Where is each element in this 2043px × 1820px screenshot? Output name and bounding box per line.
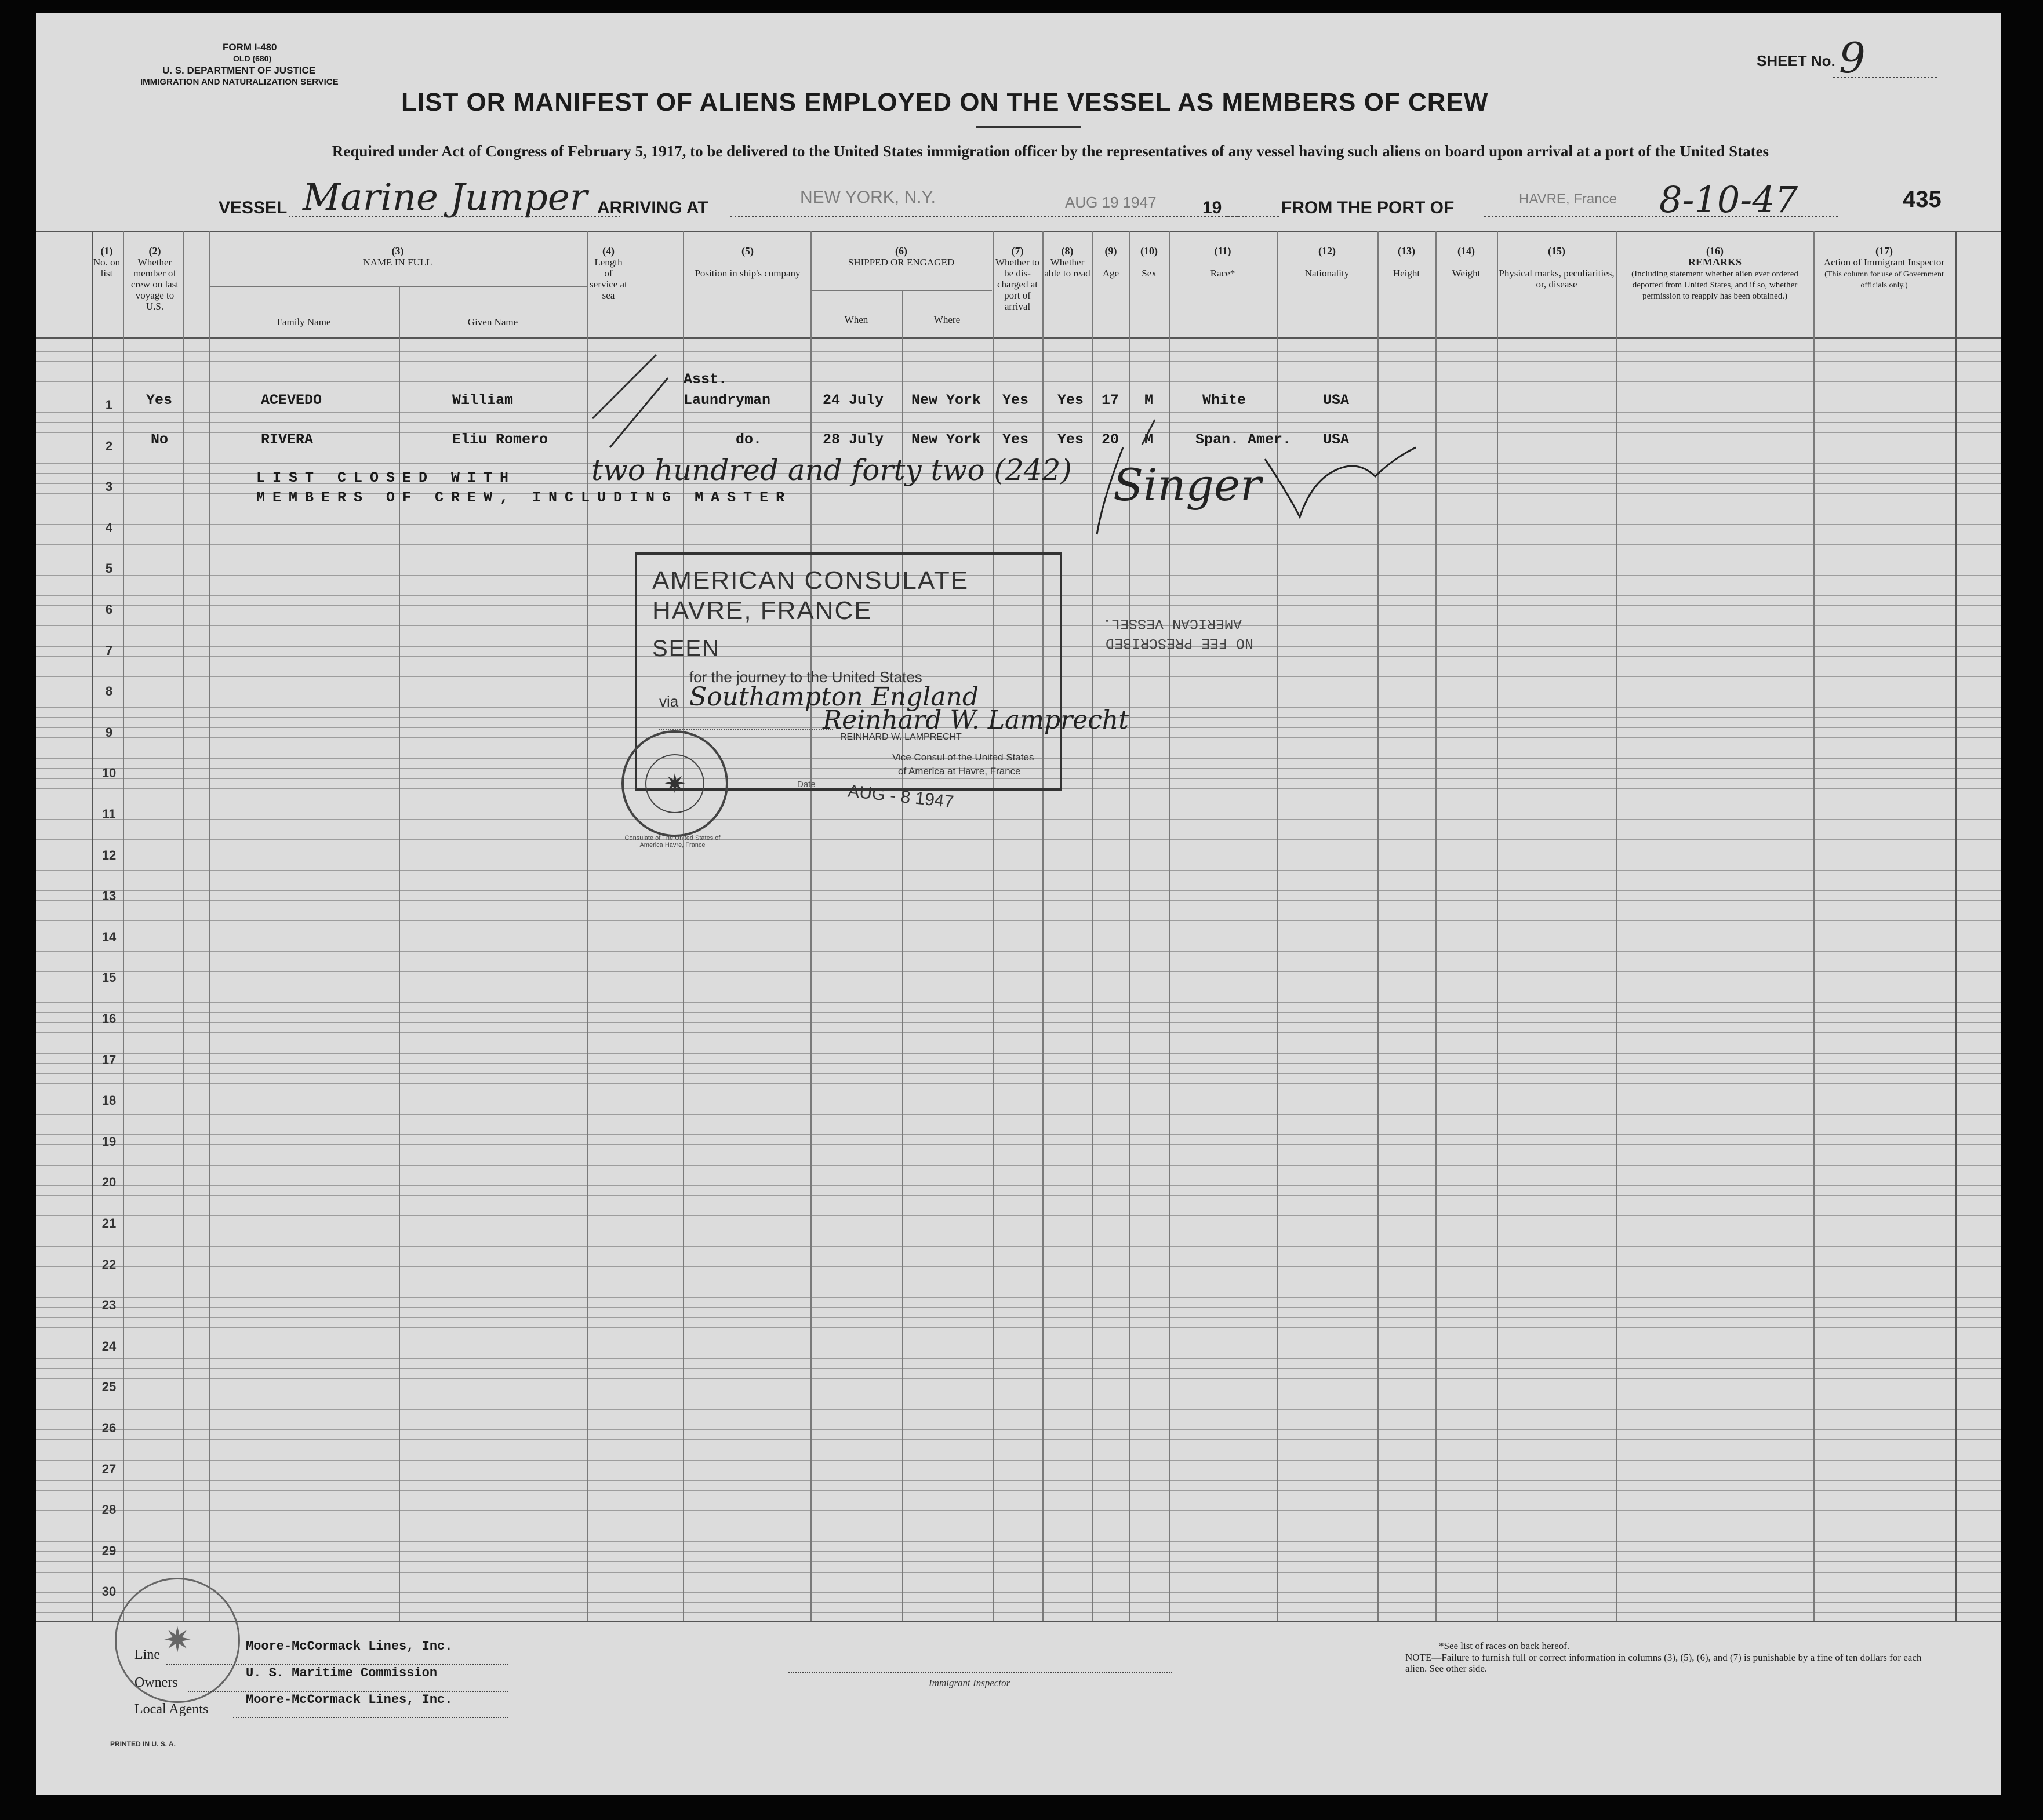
- row-number: 22: [101, 1257, 117, 1272]
- year-line: [1227, 216, 1279, 217]
- col-9-header: (9) Age: [1102, 245, 1119, 279]
- ruled-line: [36, 1317, 2001, 1318]
- ruled-line: [36, 1541, 2001, 1542]
- entry-1-position-2: Laundryman: [684, 392, 771, 409]
- ruled-line: [36, 890, 2001, 891]
- ruled-line: [36, 1561, 2001, 1562]
- entry-1-read: Yes: [1057, 392, 1084, 409]
- entry-1-where: New York: [911, 392, 981, 409]
- row-number: 17: [101, 1052, 117, 1067]
- ruled-line: [36, 1490, 2001, 1491]
- col-11-header: (11) Race*: [1210, 245, 1235, 279]
- signature-flourish: [1068, 436, 1427, 540]
- entry-1-discharged: Yes: [1002, 392, 1029, 409]
- arriving-label: ARRIVING AT: [597, 198, 708, 217]
- row-number: 3: [105, 479, 113, 494]
- from-port-stamp: HAVRE, France: [1519, 191, 1617, 207]
- ruled-line: [36, 1266, 2001, 1267]
- footer-agents-label: Local Agents: [134, 1702, 209, 1717]
- closing-handwritten-count: two hundred and forty two (242): [591, 453, 1072, 487]
- ruled-line: [36, 1297, 2001, 1298]
- ruled-line: [36, 951, 2001, 952]
- column-rule: [1042, 231, 1044, 1621]
- vessel-label: VESSEL: [219, 198, 288, 217]
- ruled-line: [36, 361, 2001, 362]
- entry-2-family-name: RIVERA: [261, 431, 314, 448]
- consulate-stamp-via-label: via: [659, 693, 679, 710]
- consulate-stamp-via-value: Southampton England: [689, 682, 979, 712]
- service-name: IMMIGRATION AND NATURALIZATION SERVICE: [140, 77, 339, 87]
- col-3-given-name: Given Name: [467, 316, 518, 327]
- ruled-line: [36, 1134, 2001, 1135]
- row-number: 11: [102, 807, 116, 821]
- inspector-line: [788, 1672, 1172, 1673]
- entry-2-position: do.: [736, 431, 762, 448]
- title-underline: [976, 126, 1081, 128]
- races-note: *See list of races on back hereof.: [1439, 1640, 1570, 1651]
- ruled-line: [36, 1551, 2001, 1552]
- entry-2-previous-voyage: No: [151, 431, 169, 448]
- entry-2-where: New York: [911, 431, 981, 448]
- column-rule: [1813, 231, 1815, 1621]
- col-6-where: Where: [933, 314, 961, 325]
- from-port-line: [1484, 216, 1838, 217]
- row-number: 27: [101, 1461, 117, 1476]
- form-subtitle: Required under Act of Congress of February 5, 1917, to be delivered to the United States immigration officer by the representatives of any vessel having such aliens on board upon arrival at a port of the United States: [332, 143, 1769, 160]
- from-date-handwritten: 8-10-47: [1659, 179, 1798, 221]
- ruled-line: [36, 412, 2001, 413]
- row-number: 7: [105, 643, 113, 658]
- entry-1-when: 24 July: [823, 392, 884, 409]
- row-number: 19: [101, 1134, 117, 1149]
- ruled-line: [36, 839, 2001, 840]
- row-number: 12: [101, 847, 117, 862]
- stamp-date-label: Date: [797, 780, 816, 789]
- row-number: 6: [105, 602, 113, 617]
- ruled-line: [36, 1063, 2001, 1064]
- column-rule: [1616, 231, 1617, 1621]
- ruled-line: [36, 1012, 2001, 1013]
- footer-line-label: Line: [134, 1647, 160, 1662]
- footer-seal-emblem-icon: ✷: [162, 1621, 192, 1659]
- closing-typed-line-2: MEMBERS OF CREW, INCLUDING MASTER: [256, 489, 793, 506]
- col-13-header: (13) Height: [1393, 245, 1420, 279]
- ruled-line: [36, 524, 2001, 525]
- ruled-line: [36, 1165, 2001, 1166]
- sheet-number-line: [1833, 77, 1937, 78]
- column-rule: [810, 231, 812, 1621]
- fee-stamp-line-2: AMERICAN VESSEL.: [1103, 615, 1242, 632]
- row-number: 18: [101, 1093, 117, 1108]
- name-subheader-rule: [209, 286, 587, 287]
- inspector-label: Immigrant Inspector: [929, 1677, 1010, 1688]
- col-14-header: (14) Weight: [1452, 245, 1481, 279]
- fee-stamp-line-1: NO FEE PRESCRIBED: [1106, 635, 1254, 651]
- entry-1-position-1: Asst.: [684, 371, 728, 388]
- ruled-line: [36, 1053, 2001, 1054]
- row-number: 21: [101, 1216, 117, 1231]
- ruled-line: [36, 1246, 2001, 1247]
- consulate-seal: [621, 730, 728, 837]
- entry-2-discharged: Yes: [1002, 431, 1029, 448]
- ruled-line: [36, 1073, 2001, 1074]
- ruled-line: [36, 1215, 2001, 1216]
- sheet-number: 9: [1839, 34, 1866, 82]
- ruled-line: [36, 422, 2001, 423]
- col-3-header: (3) NAME IN FULL: [363, 245, 432, 268]
- column-rule: [209, 231, 210, 1621]
- entry-2-nationality: USA: [1323, 431, 1350, 448]
- ruled-line: [36, 1429, 2001, 1430]
- ruled-line: [36, 544, 2001, 545]
- arriving-port-stamp: NEW YORK, N.Y.: [800, 188, 936, 207]
- entry-1-given-name: William: [452, 392, 514, 409]
- service-length-marks: [575, 343, 685, 453]
- footer-line-rule: [166, 1664, 508, 1665]
- row-number: 10: [101, 766, 117, 781]
- entry-1-family-name: ACEVEDO: [261, 392, 322, 409]
- row-number: 28: [101, 1502, 117, 1517]
- ruled-line: [36, 1114, 2001, 1115]
- consulate-stamp-dotline: [659, 729, 833, 730]
- form-number: FORM I-480: [223, 42, 277, 53]
- ruled-line: [36, 351, 2001, 352]
- shipped-subheader-rule: [810, 290, 992, 291]
- row-number: 1: [105, 398, 113, 412]
- consul-name: REINHARD W. LAMPRECHT: [840, 732, 962, 742]
- consulate-stamp-line-2: HAVRE, FRANCE: [652, 596, 873, 625]
- arrival-date-stamp: AUG 19 1947: [1065, 194, 1157, 211]
- header-bottom-rule: [36, 337, 2001, 339]
- ruled-line: [36, 1480, 2001, 1481]
- row-number: 20: [101, 1175, 117, 1190]
- row-number: 2: [105, 438, 113, 453]
- col-7-header: (7) Whether to be dis-charged at port of arrival: [995, 245, 1039, 312]
- consul-title-1: Vice Consul of the United States: [892, 752, 1034, 763]
- ruled-line: [36, 971, 2001, 972]
- col-15-header: (15) Physical marks, peculiarities, or, disease: [1499, 245, 1615, 290]
- entry-1-age: 17: [1102, 392, 1119, 409]
- vessel-name: Marine Jumper: [303, 176, 588, 219]
- col-6-header: (6) SHIPPED OR ENGAGED: [848, 245, 955, 268]
- column-rule: [1955, 231, 1957, 1621]
- col-2-header: (2) Whether member of crew on last voyage to U.S.: [130, 245, 179, 312]
- column-rule: [399, 286, 400, 1621]
- consulate-stamp-line-1: AMERICAN CONSULATE: [652, 566, 969, 595]
- col-3-family-name: Family Name: [277, 316, 331, 327]
- footer-note-label: NOTE: [1405, 1652, 1432, 1663]
- ruled-line: [36, 1307, 2001, 1308]
- ruled-line: [36, 1327, 2001, 1328]
- consulate-seal-text: Consulate of The United States of America Havre, France: [624, 835, 721, 849]
- ruled-line: [36, 1602, 2001, 1603]
- ruled-line: [36, 1358, 2001, 1359]
- col-5-header: (5) Position in ship's company: [695, 245, 801, 279]
- row-number: 23: [101, 1298, 117, 1313]
- col-10-header: (10) Sex: [1140, 245, 1158, 279]
- row-number: 24: [101, 1338, 117, 1353]
- row-number: 15: [101, 970, 117, 985]
- column-rule: [1435, 231, 1437, 1621]
- row-number: 14: [101, 929, 117, 944]
- row-number: 9: [105, 725, 113, 740]
- entry-2-race: Span. Amer.: [1195, 431, 1292, 448]
- footer-owners-value: U. S. Maritime Commission: [246, 1666, 438, 1680]
- col-4-header: (4) Length of service at sea: [590, 245, 627, 301]
- ruled-line: [36, 819, 2001, 820]
- col-8-header: (8) Whether able to read: [1044, 245, 1090, 279]
- footer-agents-rule: [233, 1717, 508, 1718]
- department-name: U. S. DEPARTMENT OF JUSTICE: [162, 65, 316, 76]
- table-bottom-rule: [36, 1621, 2001, 1622]
- row-number: 30: [101, 1584, 117, 1599]
- ruled-line: [36, 1439, 2001, 1440]
- entry-1-previous-voyage: Yes: [146, 392, 173, 409]
- consul-title-2: of America at Havre, France: [898, 766, 1021, 777]
- row-number: 13: [101, 889, 117, 904]
- entry-2-age: 20: [1102, 431, 1119, 448]
- ruled-line: [36, 1022, 2001, 1023]
- ruled-line: [36, 1409, 2001, 1410]
- entry-1-nationality: USA: [1323, 392, 1350, 409]
- column-rule: [1497, 231, 1498, 1621]
- col-6-when: When: [844, 314, 868, 325]
- entry-2-read: Yes: [1057, 431, 1084, 448]
- ruled-line: [36, 381, 2001, 382]
- footer-note-text: —Failure to furnish full or correct information in columns (3), (5), (6), and (7) is punishable by a fine of ten dollars for each alien. See other side.: [1405, 1652, 1922, 1674]
- fee-stamp: [1103, 613, 1253, 653]
- row-number: 8: [105, 684, 113, 699]
- ruled-line: [36, 1185, 2001, 1186]
- ruled-line: [36, 900, 2001, 901]
- entry-2-given-name: Eliu Romero: [452, 431, 548, 448]
- ruled-line: [36, 1368, 2001, 1369]
- footer-line-value: Moore-McCormack Lines, Inc.: [246, 1639, 453, 1654]
- form-title: LIST OR MANIFEST OF ALIENS EMPLOYED ON THE VESSEL AS MEMBERS OF CREW: [401, 88, 1489, 117]
- col-16-header: (16) REMARKS (Including statement whether alien ever ordered deported from United States, and if so, whether permission to reapply has been obtained.): [1631, 245, 1798, 301]
- ruled-line: [36, 1378, 2001, 1379]
- row-number: 5: [105, 561, 113, 576]
- ruled-line: [36, 1510, 2001, 1511]
- ruled-line: [36, 1612, 2001, 1613]
- row-number: 16: [101, 1011, 117, 1026]
- ruled-line: [36, 1195, 2001, 1196]
- closing-typed-line-1: LIST CLOSED WITH: [256, 469, 517, 486]
- table-top-rule: [36, 231, 2001, 232]
- ruled-line: [36, 1002, 2001, 1003]
- entry-1-sex: M: [1144, 392, 1154, 409]
- ruled-line: [36, 870, 2001, 871]
- row-number: 26: [101, 1421, 117, 1435]
- ruled-line: [36, 920, 2001, 921]
- ruled-line: [36, 1460, 2001, 1461]
- col-12-header: (12) Nationality: [1304, 245, 1350, 279]
- stamp-date-value: AUG - 8 1947: [846, 781, 955, 812]
- column-rule: [183, 231, 184, 1621]
- ruled-line: [36, 1592, 2001, 1593]
- col-1-header: (1) No. on list: [93, 245, 121, 279]
- vessel-line: [289, 216, 620, 217]
- arriving-line: [730, 216, 1238, 217]
- col-17-header: (17) Action of Immigrant Inspector (This column for use of Government officials only.): [1823, 245, 1945, 290]
- year-prefix: 19: [1202, 198, 1222, 217]
- consulate-seal-inner: [645, 754, 704, 813]
- row-number: 25: [101, 1379, 117, 1395]
- footer-note: [1405, 1652, 1939, 1674]
- column-rule: [993, 231, 994, 1621]
- entry-2-sex: M: [1144, 431, 1154, 448]
- master-signature: Singer: [1113, 459, 1262, 511]
- ruled-line: [36, 1144, 2001, 1145]
- manifest-sheet: [36, 13, 2001, 1795]
- sheet-label: SHEET No.: [1757, 52, 1835, 70]
- ruled-line: [36, 1032, 2001, 1033]
- ruled-line: [36, 1083, 2001, 1084]
- entry-2-when: 28 July: [823, 431, 884, 448]
- printed-in-usa: PRINTED IN U. S. A.: [110, 1740, 176, 1748]
- row-number: 29: [101, 1543, 117, 1558]
- footer-owners-label: Owners: [134, 1675, 178, 1690]
- eagle-emblem-icon: ✷: [663, 769, 686, 799]
- consul-signature: Reinhard W. Lamprecht: [823, 705, 1129, 735]
- from-port-label: FROM THE PORT OF: [1281, 198, 1455, 217]
- row-number: 4: [105, 520, 113, 535]
- footer-agents-value: Moore-McCormack Lines, Inc.: [246, 1692, 453, 1707]
- column-rule: [902, 290, 903, 1621]
- page-number: 435: [1903, 187, 1942, 212]
- ruled-line: [36, 1572, 2001, 1573]
- consulate-stamp-seen: SEEN: [652, 636, 720, 661]
- form-old-number: OLD (680): [233, 54, 272, 63]
- consulate-stamp-journey: for the journey to the United States: [689, 668, 922, 686]
- entry-1-race: White: [1202, 392, 1246, 409]
